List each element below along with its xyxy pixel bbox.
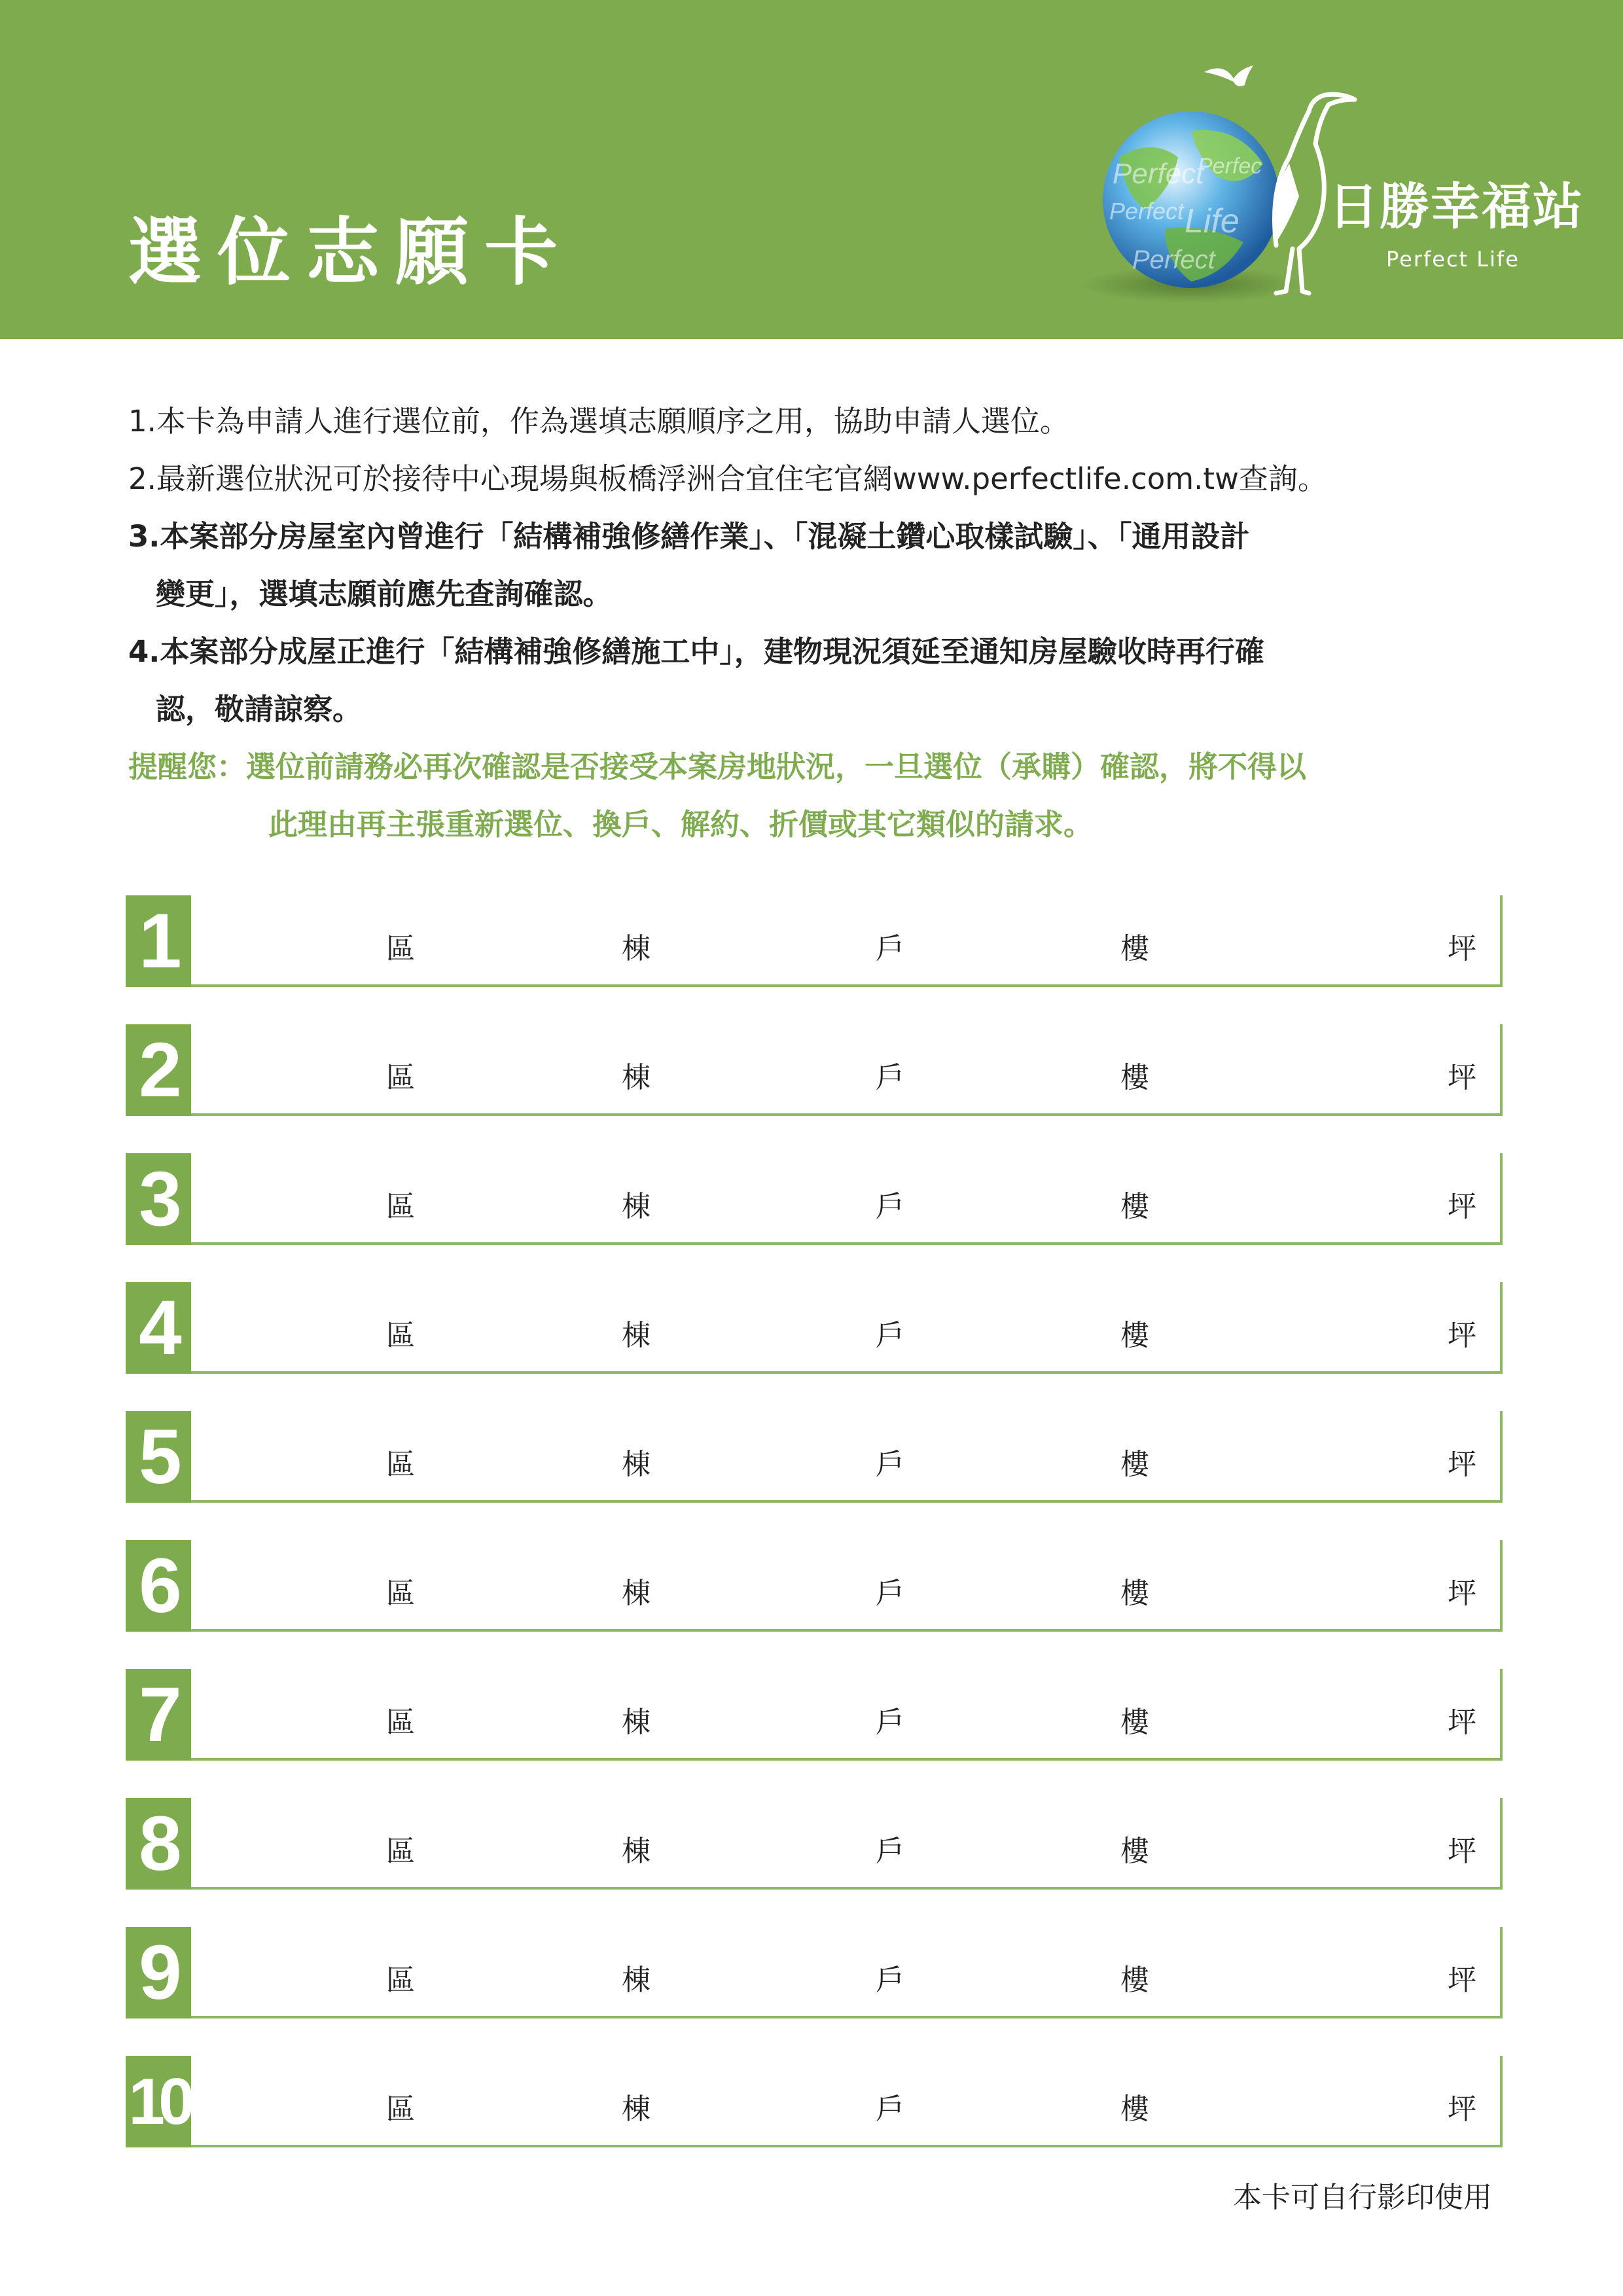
preference-row <box>126 895 1503 987</box>
fill-in-line <box>191 1113 1503 1116</box>
unit-label-building: 棟 <box>622 1319 651 1352</box>
row-end-rule <box>1500 895 1503 987</box>
unit-label-floor: 樓 <box>1120 1706 1149 1739</box>
unit-label-building: 棟 <box>622 2092 651 2126</box>
fill-in-line <box>191 1371 1503 1374</box>
row-end-rule <box>1500 1669 1503 1761</box>
row-number-badge: 1 <box>126 895 191 987</box>
preference-row <box>126 1411 1503 1503</box>
preference-row <box>126 1798 1503 1890</box>
unit-label-building: 棟 <box>622 1964 651 1997</box>
notes-section <box>128 393 1529 853</box>
unit-label-area: 坪 <box>1448 932 1476 965</box>
unit-label-building: 棟 <box>622 1706 651 1739</box>
unit-label-area: 坪 <box>1448 1319 1476 1352</box>
row-end-rule <box>1500 1282 1503 1374</box>
svg-text:Life: Life <box>1185 202 1240 240</box>
header-banner <box>0 0 1623 339</box>
unit-label-district: 區 <box>386 1319 415 1352</box>
svg-text:Perfec: Perfec <box>1198 154 1262 179</box>
row-number-badge: 5 <box>126 1411 191 1503</box>
unit-label-district: 區 <box>386 1448 415 1481</box>
row-number-badge: 3 <box>126 1153 191 1245</box>
unit-label-floor: 樓 <box>1120 1835 1149 1868</box>
unit-label-building: 棟 <box>622 932 651 965</box>
unit-label-district: 區 <box>386 1577 415 1610</box>
brand-name: 日勝幸福站 <box>1329 177 1584 236</box>
svg-text:Perfect: Perfect <box>1109 198 1185 224</box>
unit-label-unit: 戶 <box>876 1964 904 1997</box>
unit-label-area: 坪 <box>1448 1964 1476 1997</box>
unit-label-building: 棟 <box>622 1577 651 1610</box>
unit-label-building: 棟 <box>622 1061 651 1094</box>
unit-label-district: 區 <box>386 1964 415 1997</box>
fill-in-line <box>191 1758 1503 1761</box>
unit-label-floor: 樓 <box>1120 1577 1149 1610</box>
fill-in-line <box>191 2016 1503 2018</box>
preference-row <box>126 1540 1503 1632</box>
unit-label-unit: 戶 <box>876 1190 904 1223</box>
row-end-rule <box>1500 1798 1503 1890</box>
unit-label-unit: 戶 <box>876 1577 904 1610</box>
unit-label-unit: 戶 <box>876 1706 904 1739</box>
unit-label-area: 坪 <box>1448 1061 1476 1094</box>
unit-label-building: 棟 <box>622 1190 651 1223</box>
preference-row <box>126 1669 1503 1761</box>
unit-label-floor: 樓 <box>1120 1061 1149 1094</box>
unit-label-floor: 樓 <box>1120 1319 1149 1352</box>
unit-label-area: 坪 <box>1448 1706 1476 1739</box>
unit-label-unit: 戶 <box>876 1061 904 1094</box>
preference-row <box>126 1153 1503 1245</box>
unit-label-area: 坪 <box>1448 1190 1476 1223</box>
fill-in-line <box>191 1887 1503 1890</box>
note-3: 3.本案部分房屋室內曾進行「結構補強修繕作業」、「混凝土鑽心取樣試驗」、「通用設計 變更」，選填志願前應先查詢確認。 <box>128 519 1250 611</box>
unit-label-district: 區 <box>386 932 415 965</box>
page-title: 選位志願卡 <box>128 210 573 295</box>
unit-label-floor: 樓 <box>1120 1448 1149 1481</box>
footnote: 本卡可自行影印使用 <box>1233 2181 1492 2214</box>
unit-label-unit: 戶 <box>876 1448 904 1481</box>
unit-label-area: 坪 <box>1448 1448 1476 1481</box>
preference-row <box>126 1927 1503 2018</box>
preference-row <box>126 1282 1503 1374</box>
unit-label-district: 區 <box>386 1061 415 1094</box>
unit-label-building: 棟 <box>622 1835 651 1868</box>
note-2: 2.最新選位狀況可於接待中心現場與板橋浮洲合宜住宅官網www.perfectlife.com.tw查詢。 <box>128 461 1327 496</box>
fill-in-line <box>191 1500 1503 1503</box>
unit-label-unit: 戶 <box>876 1319 904 1352</box>
svg-text:Perfect: Perfect <box>1113 158 1204 190</box>
unit-label-district: 區 <box>386 1706 415 1739</box>
note-4: 4.本案部分成屋正進行「結構補強修繕施工中」，建物現況須延至通知房屋驗收時再行確 認，敬請諒察。 <box>128 634 1264 726</box>
row-end-rule <box>1500 2056 1503 2147</box>
fill-in-line <box>191 1629 1503 1632</box>
unit-label-area: 坪 <box>1448 1577 1476 1610</box>
unit-label-floor: 樓 <box>1120 2092 1149 2126</box>
fill-in-line <box>191 1242 1503 1245</box>
fill-in-line <box>191 984 1503 987</box>
svg-text:Perfect: Perfect <box>1132 245 1215 274</box>
row-number-badge: 7 <box>126 1669 191 1761</box>
row-number-badge: 2 <box>126 1024 191 1116</box>
unit-label-district: 區 <box>386 1835 415 1868</box>
row-number-badge: 10 <box>126 2056 191 2147</box>
row-number-badge: 8 <box>126 1798 191 1890</box>
unit-label-floor: 樓 <box>1120 1964 1149 1997</box>
unit-label-unit: 戶 <box>876 932 904 965</box>
unit-label-unit: 戶 <box>876 1835 904 1868</box>
note-1: 1.本卡為申請人進行選位前，作為選填志願順序之用，協助申請人選位。 <box>128 404 1069 439</box>
row-end-rule <box>1500 1411 1503 1503</box>
row-number-badge: 6 <box>126 1540 191 1632</box>
row-number-badge: 4 <box>126 1282 191 1374</box>
unit-label-area: 坪 <box>1448 2092 1476 2126</box>
unit-label-building: 棟 <box>622 1448 651 1481</box>
row-end-rule <box>1500 1927 1503 2018</box>
reminder-note: 提醒您：選位前請務必再次確認是否接受本案房地狀況，一旦選位（承購）確認，將不得以 此理由再主張重新選位、換戶、解約、折價或其它類似的請求。 <box>128 749 1307 842</box>
preference-row <box>126 1024 1503 1116</box>
row-end-rule <box>1500 1024 1503 1116</box>
fill-in-line <box>191 2145 1503 2147</box>
unit-label-district: 區 <box>386 2092 415 2126</box>
row-number-badge: 9 <box>126 1927 191 2018</box>
unit-label-area: 坪 <box>1448 1835 1476 1868</box>
row-end-rule <box>1500 1153 1503 1245</box>
brand-tagline: Perfect Life <box>1386 247 1520 272</box>
preference-row <box>126 2056 1503 2147</box>
row-end-rule <box>1500 1540 1503 1632</box>
unit-label-unit: 戶 <box>876 2092 904 2126</box>
unit-label-district: 區 <box>386 1190 415 1223</box>
unit-label-floor: 樓 <box>1120 1190 1149 1223</box>
unit-label-floor: 樓 <box>1120 932 1149 965</box>
